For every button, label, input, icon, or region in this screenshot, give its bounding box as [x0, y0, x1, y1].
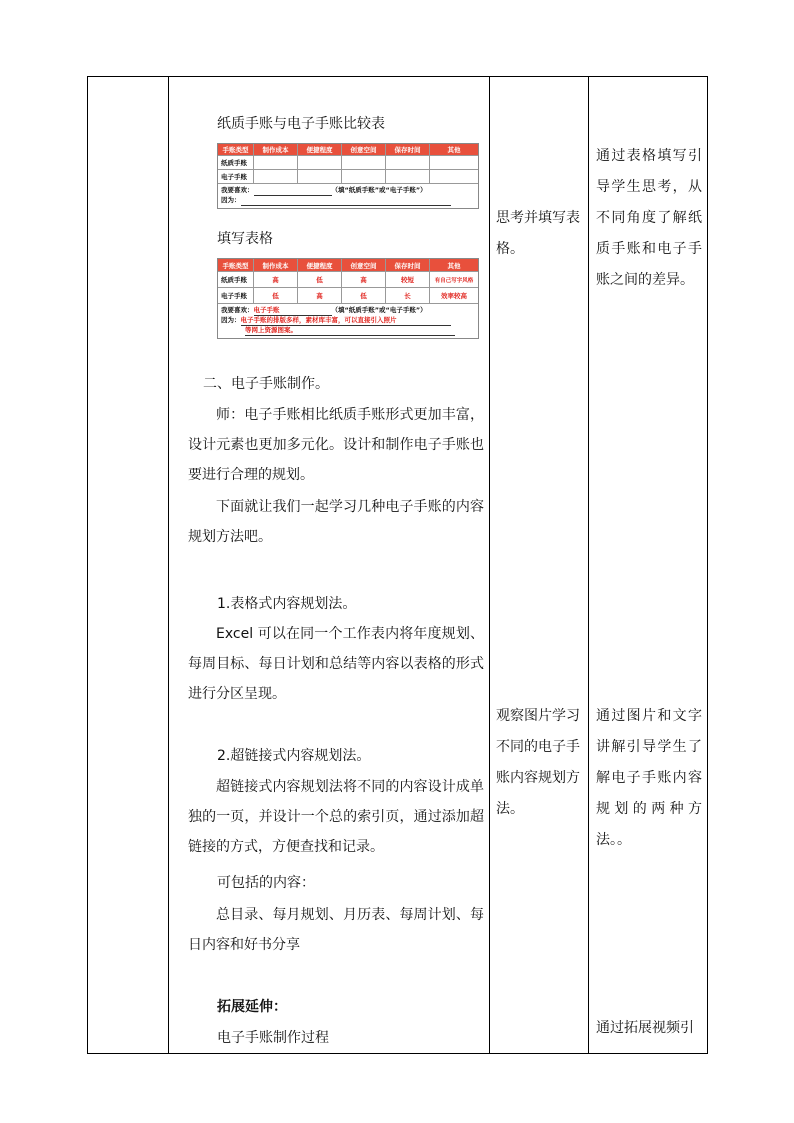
table-header-row	[218, 144, 478, 156]
prefer-label: 我要喜欢：	[221, 186, 254, 194]
reason-answer-line2: 等网上资源图案。	[245, 326, 455, 336]
table-row	[218, 156, 478, 170]
prefer-hint: （填“纸质手账”或“电子手账”）	[331, 306, 427, 314]
table-cell	[254, 156, 298, 169]
include-list	[188, 900, 484, 960]
table-cell	[254, 170, 298, 183]
table-row	[218, 272, 478, 288]
table-cell: 较短	[386, 272, 430, 287]
student-activity-1: 思考并填写表格。	[496, 210, 580, 257]
teacher-paragraph	[188, 400, 484, 490]
table-header-row	[218, 259, 478, 272]
header-cell: 制作成本	[254, 144, 298, 155]
table-cell: 低	[342, 288, 386, 303]
table-cell: 有自己写字风格	[434, 277, 474, 284]
header-cell: 其他	[430, 259, 478, 271]
table-row	[218, 288, 478, 304]
row-label: 纸质手账	[218, 156, 254, 169]
row-label: 纸质手账	[218, 272, 254, 287]
reason-blank	[241, 196, 451, 206]
extension-heading: 拓展延伸：	[217, 999, 287, 1015]
table-top-border	[87, 76, 708, 77]
method1-paragraph	[188, 619, 484, 709]
intro-paragraph	[188, 492, 484, 552]
design-intent-3: 通过拓展视频引	[596, 1020, 694, 1036]
reason-label: 因为：	[221, 316, 241, 324]
intro-paragraph-text: 下面就让我们一起学习几种电子手账的内容规划方法吧。	[188, 499, 484, 545]
prefer-hint: （填“纸质手账”或“电子手账”）	[331, 186, 427, 194]
table-cell: 低	[298, 272, 342, 287]
table-footer	[218, 304, 478, 338]
table-cell	[298, 156, 342, 169]
table-cell	[342, 170, 386, 183]
table-cell	[430, 156, 478, 169]
section-heading: 二、电子手账制作。	[203, 376, 329, 392]
include-list-text: 总目录、每月规划、月历表、每周计划、每日内容和好书分享	[188, 907, 484, 953]
header-cell: 保存时间	[386, 144, 430, 155]
table-cell: 高	[298, 288, 342, 303]
prefer-label: 我要喜欢：	[221, 306, 254, 314]
table-cell	[386, 170, 430, 183]
student-activity-2: 观察图片学习不同的电子手账内容规划方法。	[496, 708, 580, 817]
prefer-answer: 电子手账	[254, 306, 332, 316]
table-cell	[342, 156, 386, 169]
design-intent-2: 通过图片和文字讲解引导学生了解电子手账内容规划的两种方法。。	[596, 708, 702, 848]
header-cell: 其他	[430, 144, 478, 155]
row-label: 电子手账	[218, 288, 254, 303]
row-label: 电子手账	[218, 170, 254, 183]
header-cell: 创意空间	[342, 144, 386, 155]
answer-blank	[254, 186, 332, 196]
table-left-border	[87, 76, 88, 1054]
table2-title: 填写表格	[217, 231, 273, 247]
column-divider-2	[489, 76, 490, 1054]
table-bottom-border	[87, 1053, 708, 1054]
header-cell: 便捷程度	[298, 144, 342, 155]
table-right-border	[707, 76, 708, 1054]
extension-text: 电子手账制作过程	[217, 1030, 329, 1046]
design-intent-1: 通过表格填写引导学生思考，从不同角度了解纸质手账和电子手账之间的差异。	[596, 148, 702, 288]
header-cell: 便捷程度	[298, 259, 342, 271]
header-cell: 制作成本	[254, 259, 298, 271]
table-row	[218, 170, 478, 184]
method2-text: 超链接式内容规划法将不同的内容设计成单独的一页，并设计一个总的索引页，通过添加超链接的方式，方便查找和记录。	[188, 779, 484, 855]
column-divider-3	[588, 76, 589, 1054]
reason-answer-line1: 电子手账的排版多样，素材库丰富，可以直接引入照片	[241, 316, 451, 326]
table-cell: 高	[342, 272, 386, 287]
table1-title: 纸质手账与电子手账比较表	[217, 116, 385, 132]
teacher-paragraph-text: 师：电子手账相比纸质手账形式更加丰富，设计元素也更加多元化。设计和制作电子手账也要进行合理的规划。	[188, 407, 484, 483]
reason-label: 因为：	[221, 196, 241, 204]
table-cell: 高	[254, 272, 298, 287]
table-cell: 效率较高	[441, 292, 467, 300]
method1-text: Excel 可以在同一个工作表内将年度规划、每周目标、每日计划和总结等内容以表格的形式进行分区呈现。	[188, 626, 484, 702]
header-cell: 手账类型	[218, 259, 254, 271]
column-divider-1	[168, 76, 169, 1054]
table-footer	[218, 184, 478, 208]
comparison-table-filled	[217, 258, 479, 339]
table-cell: 长	[386, 288, 430, 303]
table-cell	[298, 170, 342, 183]
method2-title: 2.超链接式内容规划法。	[217, 748, 371, 764]
table-cell	[386, 156, 430, 169]
method1-title: 1.表格式内容规划法。	[217, 596, 357, 612]
header-cell: 手账类型	[218, 144, 254, 155]
table-cell: 低	[254, 288, 298, 303]
header-cell: 保存时间	[386, 259, 430, 271]
comparison-table-blank	[217, 143, 479, 209]
header-cell: 创意空间	[342, 259, 386, 271]
table-cell	[430, 170, 478, 183]
can-include-label: 可包括的内容：	[217, 875, 315, 891]
method2-paragraph	[188, 772, 484, 862]
